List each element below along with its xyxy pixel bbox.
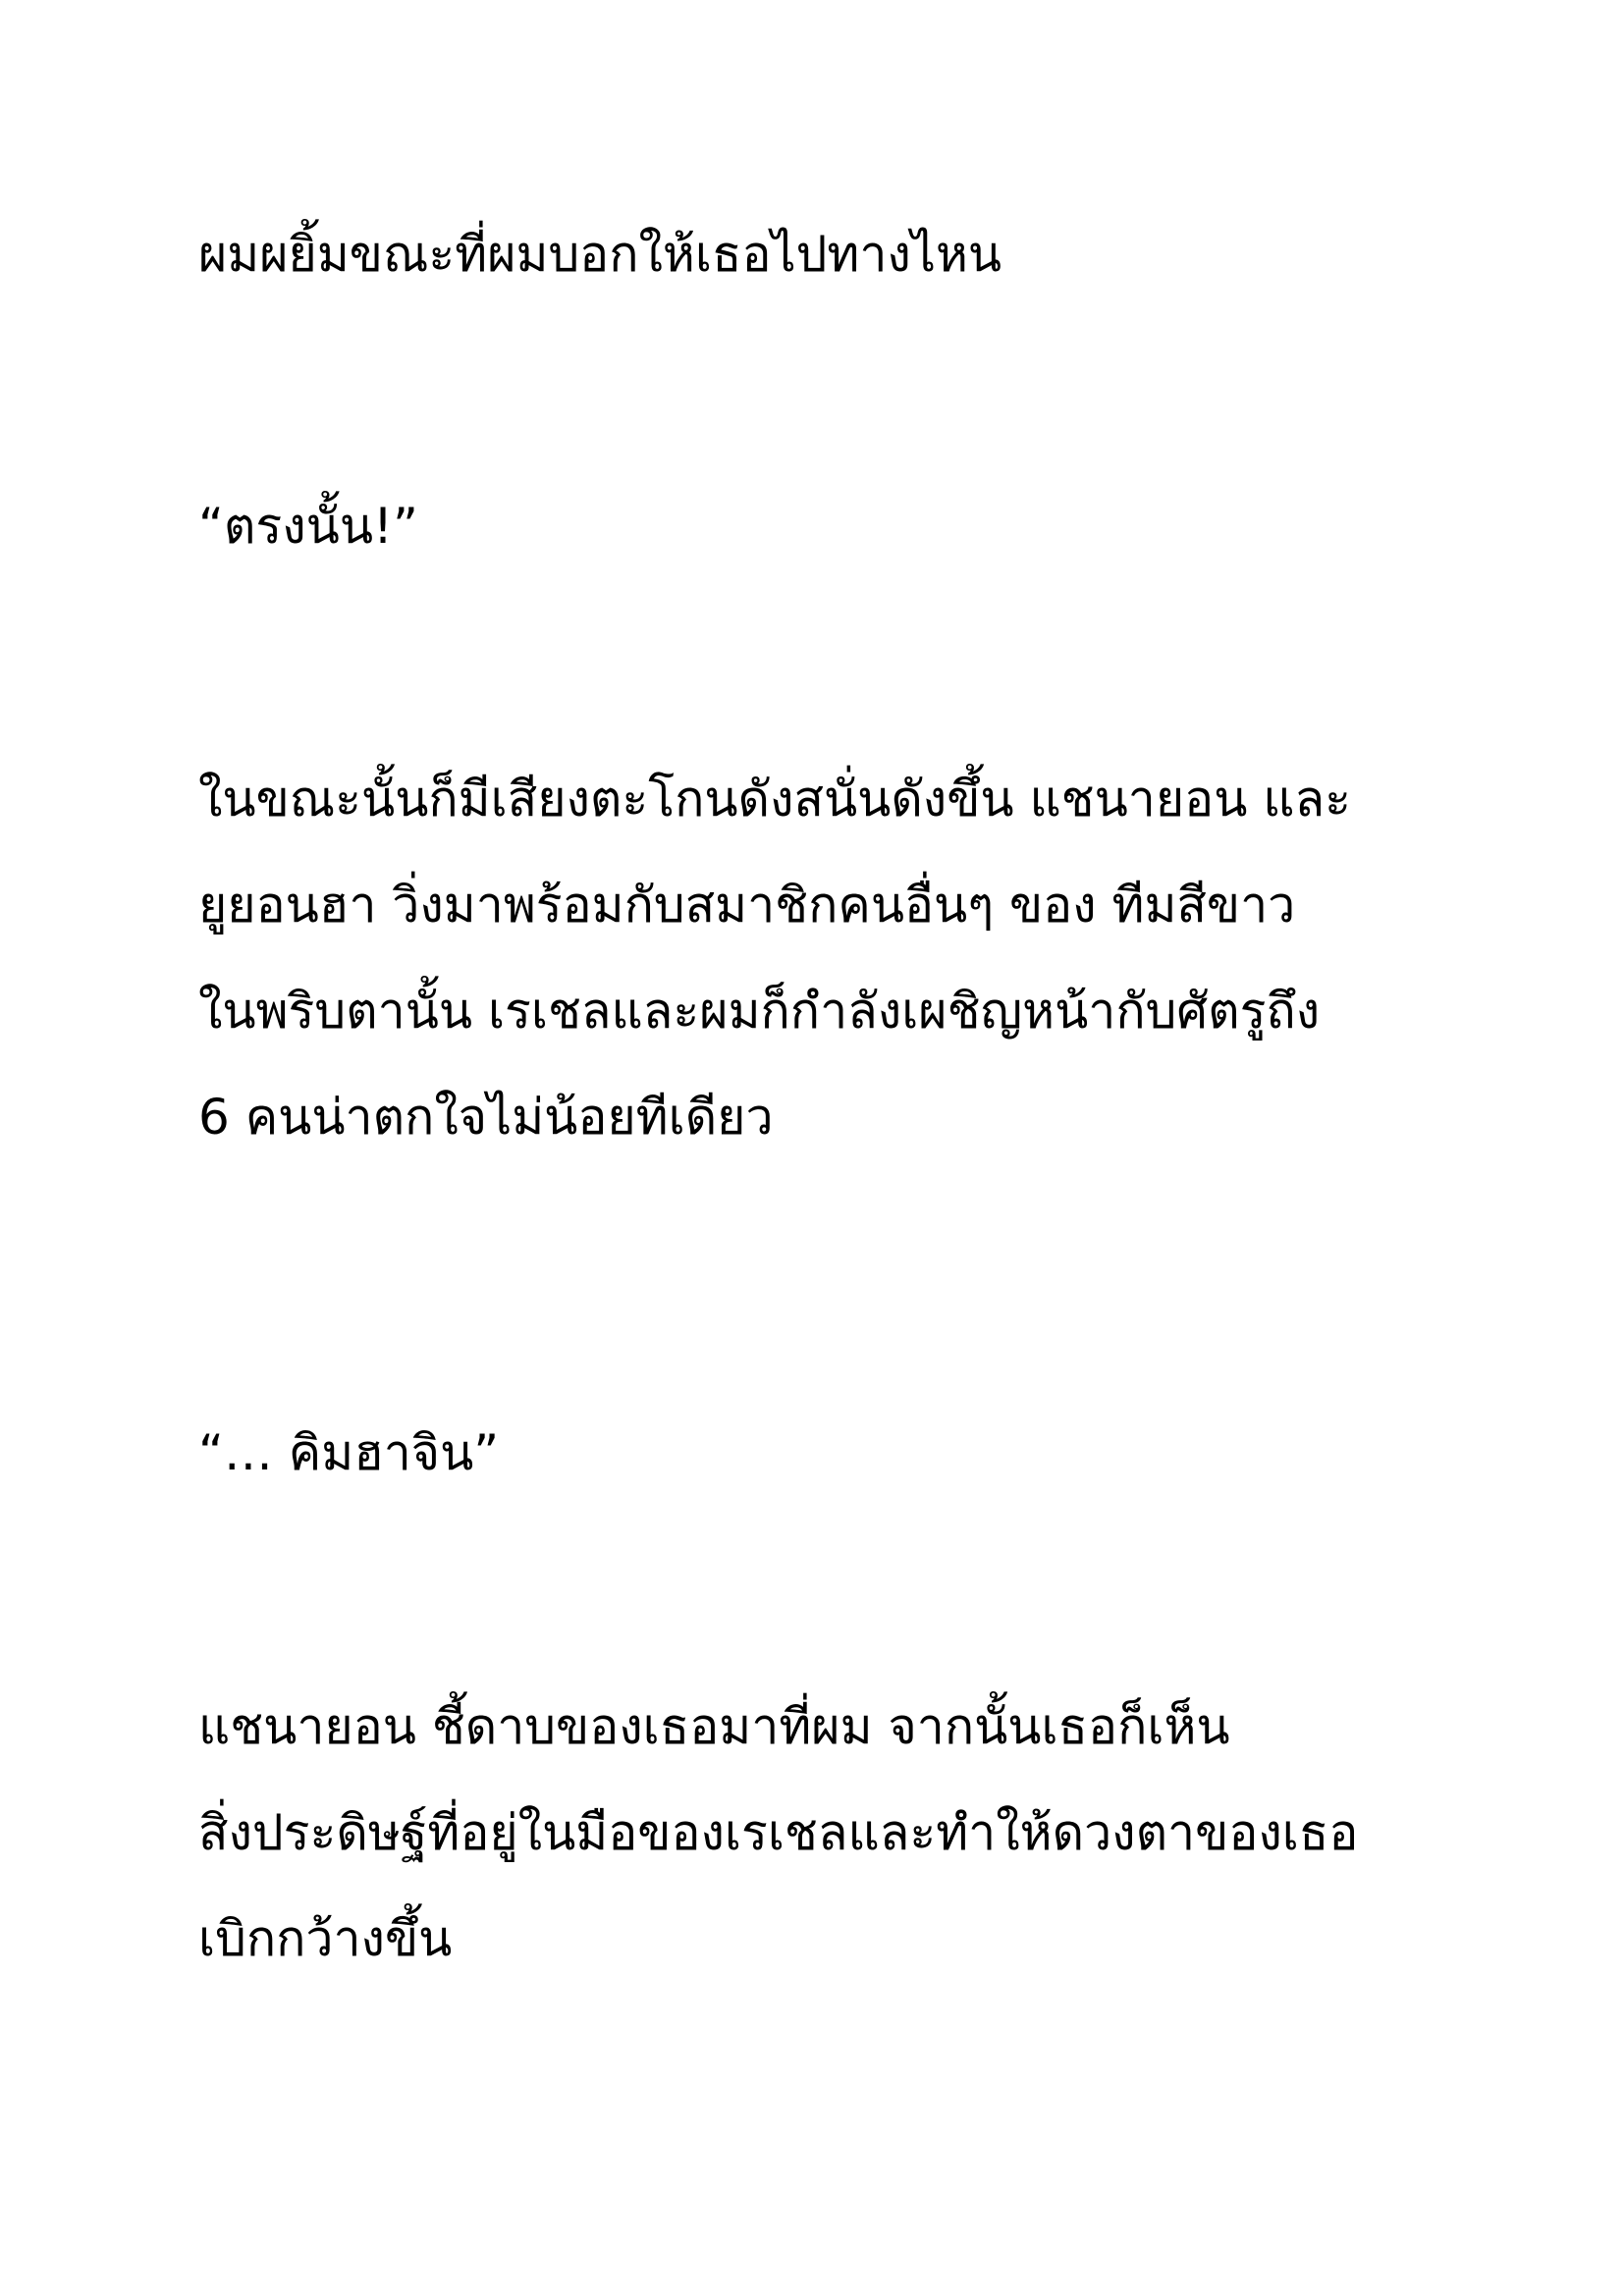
paragraph-3 bbox=[198, 746, 1475, 1170]
text-line: สิ่งประดิษฐ์ที่อยู่ในมือของเรเชลและทำให้ดวงตาของเธอ bbox=[198, 1804, 1359, 1861]
dialogue-kim-hajin bbox=[198, 1400, 1475, 1506]
text-line: เบิกกว้างขึ้น bbox=[198, 1910, 453, 1967]
text-line: ในขณะนั้นก็มีเสียงตะโกนดังสนั่นดังขึ้น แชนายอน และ bbox=[198, 771, 1351, 828]
dialogue-there bbox=[198, 473, 1475, 579]
paragraph-5 bbox=[198, 1674, 1475, 1992]
text-line: “ตรงนั้น!” bbox=[198, 498, 418, 555]
text-line: ในพริบตานั้น เรเชลและผมก็กำลังเผชิญหน้ากับศัตรูถึง bbox=[198, 983, 1321, 1040]
paragraph-1 bbox=[198, 201, 1475, 307]
text-line: ผมผยิ้มขณะที่ผมบอกให้เธอไปทางไหน bbox=[198, 226, 1002, 283]
text-line: แชนายอน ชี้ดาบของเธอมาที่ผม จากนั้นเธอก็เห็น bbox=[198, 1698, 1230, 1755]
text-line: 6 คนน่าตกใจไม่น้อยทีเดียว bbox=[198, 1089, 774, 1146]
text-line: “… คิมฮาจิน” bbox=[198, 1424, 500, 1481]
text-line: ยูยอนฮา วิ่งมาพร้อมกับสมาชิกคนอื่นๆ ของ ทีมสีขาว bbox=[198, 877, 1296, 934]
